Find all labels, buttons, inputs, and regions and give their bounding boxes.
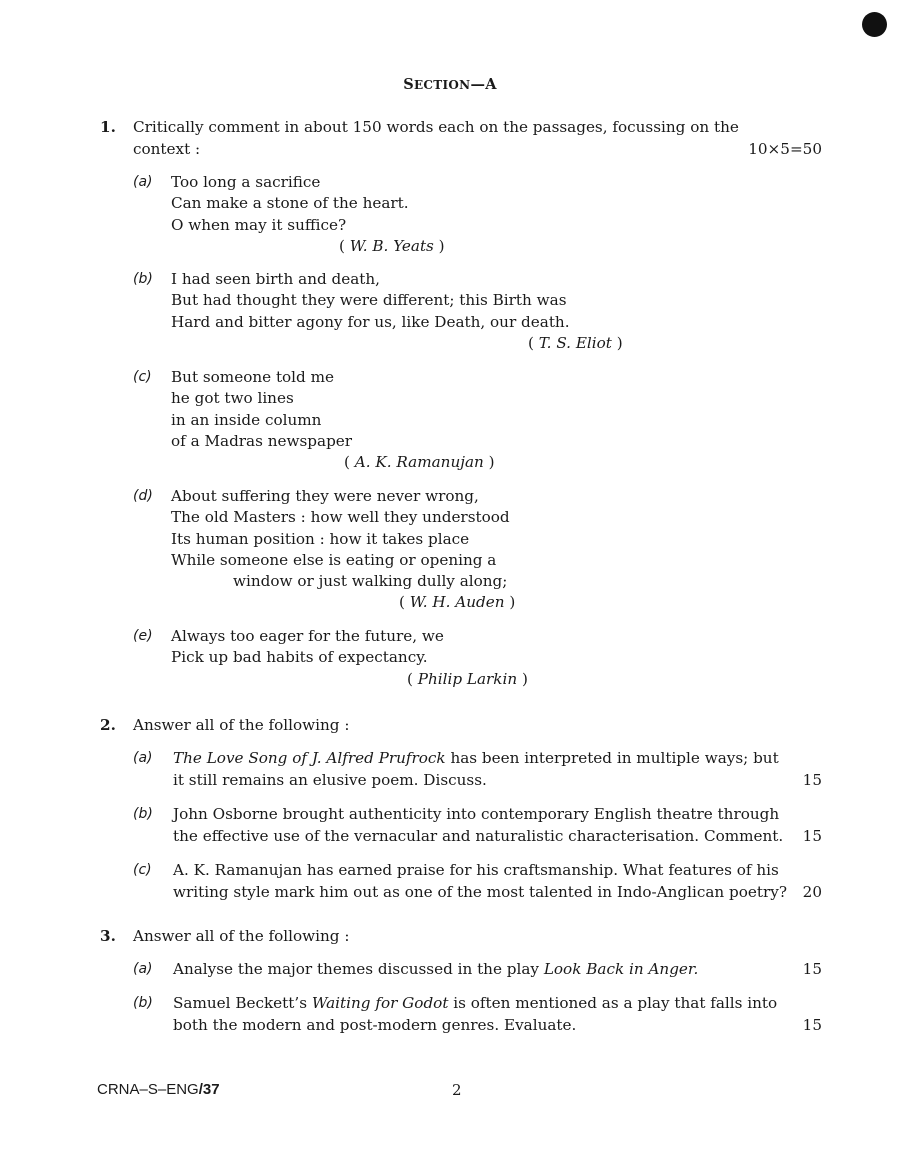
passage-line: Can make a stone of the heart. <box>171 194 409 213</box>
passage-line: of a Madras newspaper <box>171 431 353 450</box>
work-title: The Love Song of J. Alfred Prufrock <box>173 749 446 767</box>
passage-author: ( T. S. Eliot ) <box>528 333 623 352</box>
passage-author: ( Philip Larkin ) <box>407 669 528 688</box>
work-title: Waiting for Godot <box>311 994 449 1012</box>
passage-line: About suffering they were never wrong, <box>171 487 479 505</box>
question-2c <box>133 859 822 903</box>
item-text: has been interpreted in multiple ways; but it still remains an elusive poem. Discuss. <box>173 749 779 789</box>
passage-line: The old Masters : how well they understood <box>171 508 510 527</box>
question-marks: 10×5=50 <box>748 140 822 158</box>
passage-author: ( W. B. Yeats ) <box>339 236 445 255</box>
page-number: 2 <box>452 1081 462 1099</box>
question-text-line: Critically comment in about 150 words each on the passages, focussing on the <box>133 118 739 136</box>
question-3b <box>133 992 822 1036</box>
passage-line: While someone else is eating or opening a <box>171 550 497 569</box>
item-label: (b) <box>133 995 153 1011</box>
question-number: 2. <box>100 716 116 734</box>
item-label: (a) <box>133 750 153 766</box>
question-3a <box>133 958 822 980</box>
section-title: SECTION—A <box>403 76 497 93</box>
item-text: Samuel Beckett’s <box>173 994 312 1012</box>
item-text: A. K. Ramanujan has earned praise for his craftsmanship. What features of his writing style mark him out as one of the most talented in Indo-Anglican poetry? <box>173 861 787 901</box>
passage-c <box>133 367 822 473</box>
item-marks: 20 <box>802 883 822 901</box>
passage-line: window or just walking dully along; <box>233 572 508 591</box>
item-label: (a) <box>133 961 153 977</box>
passage-a <box>133 172 822 257</box>
question-2a <box>133 747 822 791</box>
passage-line: But someone told me <box>171 368 334 386</box>
passage-line: Always too eager for the future, we <box>171 627 444 645</box>
question-2b <box>133 803 822 847</box>
passage-line: Too long a sacrifice <box>171 173 321 191</box>
question-text: Answer all of the following : <box>133 927 350 945</box>
item-marks: 15 <box>802 1016 822 1034</box>
passage-line: I had seen birth and death, <box>171 270 381 288</box>
passage-e <box>133 626 822 690</box>
passage-author: ( W. H. Auden ) <box>399 593 516 612</box>
item-text: is often mentioned as a play that falls into both the modern and post-modern genres. Evaluate. <box>173 994 778 1034</box>
passage-b <box>133 269 822 354</box>
question-3 <box>100 925 822 947</box>
passage-d <box>133 486 822 614</box>
item-label: (b) <box>133 806 153 822</box>
item-marks: 15 <box>802 771 822 789</box>
paper-code: CRNA–S–ENG/37 <box>97 1081 220 1098</box>
work-title: Look Back in Anger. <box>543 960 699 978</box>
passage-line: But had thought they were different; this Birth was <box>171 291 567 310</box>
passage-line: he got two lines <box>171 389 294 408</box>
passage-line: Pick up bad habits of expectancy. <box>171 648 428 667</box>
item-label: (c) <box>133 862 152 878</box>
item-marks: 15 <box>802 827 822 845</box>
question-2 <box>100 714 822 736</box>
passage-label: (c) <box>133 369 152 385</box>
question-text: Answer all of the following : <box>133 716 350 734</box>
passage-line: O when may it suffice? <box>171 215 347 234</box>
passage-author: ( A. K. Ramanujan ) <box>344 453 495 472</box>
question-1 <box>100 116 822 160</box>
passage-line: in an inside column <box>171 410 322 429</box>
question-number: 1. <box>100 118 116 136</box>
passage-label: (d) <box>133 488 153 504</box>
passage-line: Its human position : how it takes place <box>171 529 470 548</box>
passage-line: Hard and bitter agony for us, like Death, our death. <box>171 312 570 331</box>
item-text: John Osborne brought authenticity into contemporary English theatre through the effective use of the vernacular and naturalistic characterisation. Comment. <box>173 805 784 845</box>
passage-label: (e) <box>133 628 153 644</box>
question-text-line: context : <box>133 140 201 158</box>
item-marks: 15 <box>802 960 822 978</box>
passage-label: (a) <box>133 174 153 190</box>
black-dot-mark <box>862 12 887 37</box>
question-number: 3. <box>100 927 116 945</box>
passage-label: (b) <box>133 271 153 287</box>
item-text: Analyse the major themes discussed in the play <box>173 960 544 978</box>
